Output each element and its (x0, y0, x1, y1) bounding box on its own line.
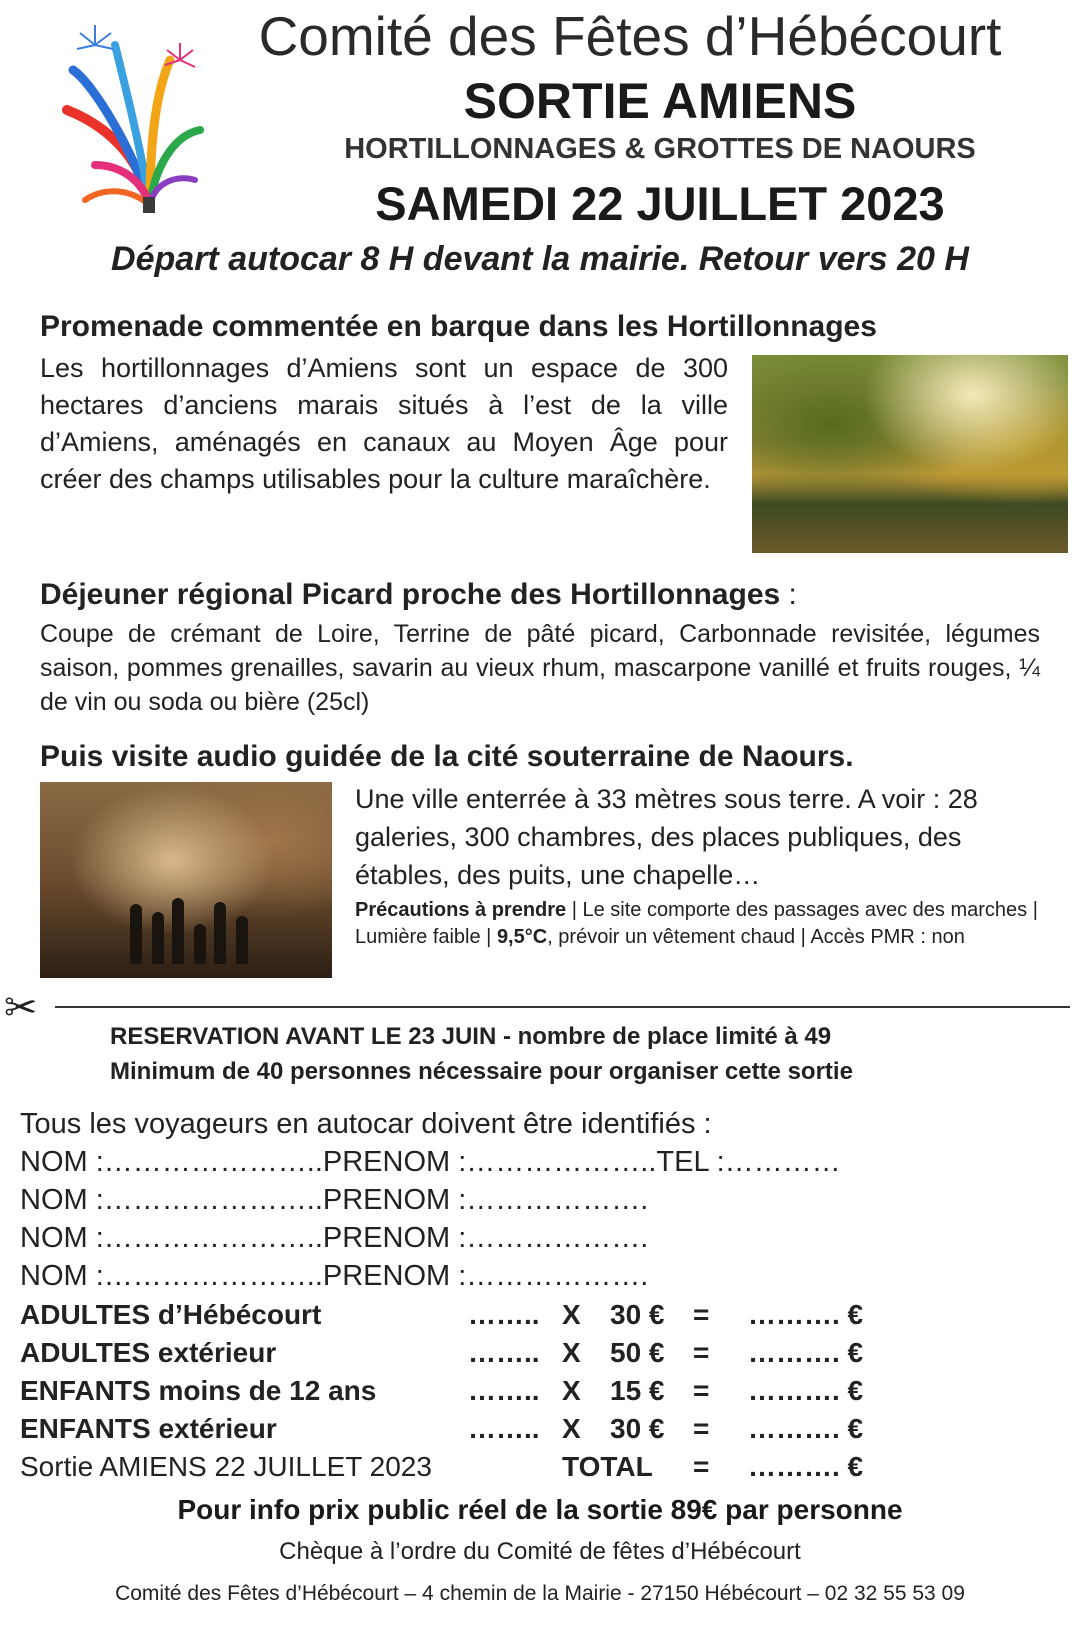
sortie-date: SAMEDI 22 JUILLET 2023 (375, 177, 945, 230)
price-total[interactable]: ………. € (748, 1337, 864, 1368)
precautions-temperature: 9,5°C (496, 926, 548, 948)
organisation-title: Comité des Fêtes d’Hébécourt (258, 5, 1002, 67)
sortie-title: SORTIE AMIENS (463, 73, 857, 129)
price-label: ENFANTS extérieur (20, 1413, 277, 1444)
form-intro: Tous les voyageurs en autocar doivent être identifiés : (20, 1108, 712, 1140)
total-label: TOTAL (562, 1451, 653, 1482)
price-label: ADULTES extérieur (20, 1337, 277, 1368)
price-eq: = (693, 1299, 710, 1330)
price-x: X (562, 1413, 581, 1444)
marais-photo (752, 355, 1068, 553)
sortie-subtitle: HORTILLONNAGES & GROTTES DE NAOURS (344, 133, 976, 165)
reservation-line1: RESERVATION AVANT LE 23 JUIN - nombre de place limité à 49 (110, 1023, 832, 1050)
price-eq: = (693, 1375, 710, 1406)
price-qty[interactable]: …….. (468, 1413, 540, 1444)
precautions-part1: | Le site comporte des passages avec des marches | Lumière faible | (355, 899, 1038, 948)
grotte-photo (40, 782, 332, 978)
price-unit: 30 € (610, 1299, 665, 1330)
price-unit: 50 € (610, 1337, 665, 1368)
form-row[interactable]: NOM :…………………..PRENOM :………………..TEL :………… (20, 1146, 841, 1178)
promenade-text: Les hortillonnages d’Amiens sont un espace de 300 hectares d’anciens marais situés à l’est de la ville d’Amiens, aménagés en canaux au Moyen Âge pour créer des champs utilisables pour la culture maraîchère. (40, 353, 728, 494)
promenade-title: Promenade commentée en barque dans les Hortillonnages (40, 310, 877, 343)
form-row[interactable]: NOM :…………………..PRENOM :………………. (20, 1222, 649, 1254)
dejeuner-menu: Coupe de crémant de Loire, Terrine de pâté picard, Carbonnade revisitée, légumes saison, pommes grenailles, savarin au vieux rhum, mascarpone vanillé et fruits rouges, ¼ de vin ou soda ou bière (25cl) (40, 620, 1040, 716)
scissors-icon: ✂ (4, 986, 38, 1030)
cut-line (55, 1006, 1070, 1008)
price-qty[interactable]: …….. (468, 1299, 540, 1330)
price-qty[interactable]: …….. (468, 1375, 540, 1406)
dejeuner-title-text: Déjeuner régional Picard proche des Hortillonnages (40, 578, 781, 611)
precautions-part2: , prévoir un vêtement chaud | Accès PMR : non (547, 926, 965, 948)
price-total[interactable]: ………. € (748, 1375, 864, 1406)
precautions-label: Précautions à prendre (355, 899, 567, 921)
footer-address: Comité des Fêtes d’Hébécourt – 4 chemin de la Mairie - 27150 Hébécourt – 02 32 55 53 09 (115, 1582, 965, 1605)
naours-precautions (355, 897, 1045, 951)
price-total[interactable]: ………. € (748, 1413, 864, 1444)
price-x: X (562, 1375, 581, 1406)
public-price-info: Pour info prix public réel de la sortie 89€ par personne (177, 1494, 903, 1525)
grand-total[interactable]: ………. € (748, 1451, 864, 1482)
dejeuner-title-suffix: : (780, 578, 797, 611)
price-unit: 15 € (610, 1375, 665, 1406)
reservation-line2: Minimum de 40 personnes nécessaire pour organiser cette sortie (110, 1058, 853, 1085)
fireworks-logo-icon (55, 15, 205, 215)
price-qty[interactable]: …….. (468, 1337, 540, 1368)
form-row[interactable]: NOM :…………………..PRENOM :………………. (20, 1260, 649, 1292)
cheque-info: Chèque à l’ordre du Comité de fêtes d’Hébécourt (279, 1538, 801, 1565)
naours-text: Une ville enterrée à 33 mètres sous terre. A voir : 28 galeries, 300 chambres, des places publiques, des étables, des puits, une chapelle… (355, 784, 978, 890)
form-row[interactable]: NOM :…………………..PRENOM :………………. (20, 1184, 649, 1216)
total-row-label: Sortie AMIENS 22 JUILLET 2023 (20, 1451, 432, 1482)
price-x: X (562, 1337, 581, 1368)
price-eq: = (693, 1337, 710, 1368)
price-total[interactable]: ………. € (748, 1299, 864, 1330)
naours-title: Puis visite audio guidée de la cité souterraine de Naours. (40, 740, 854, 773)
price-eq: = (693, 1413, 710, 1444)
depart-info: Départ autocar 8 H devant la mairie. Retour vers 20 H (111, 240, 969, 278)
price-label: ADULTES d’Hébécourt (20, 1299, 322, 1330)
price-unit: 30 € (610, 1413, 665, 1444)
dejeuner-title (40, 578, 1050, 612)
total-eq: = (693, 1451, 710, 1482)
price-label: ENFANTS moins de 12 ans (20, 1375, 377, 1406)
price-x: X (562, 1299, 581, 1330)
